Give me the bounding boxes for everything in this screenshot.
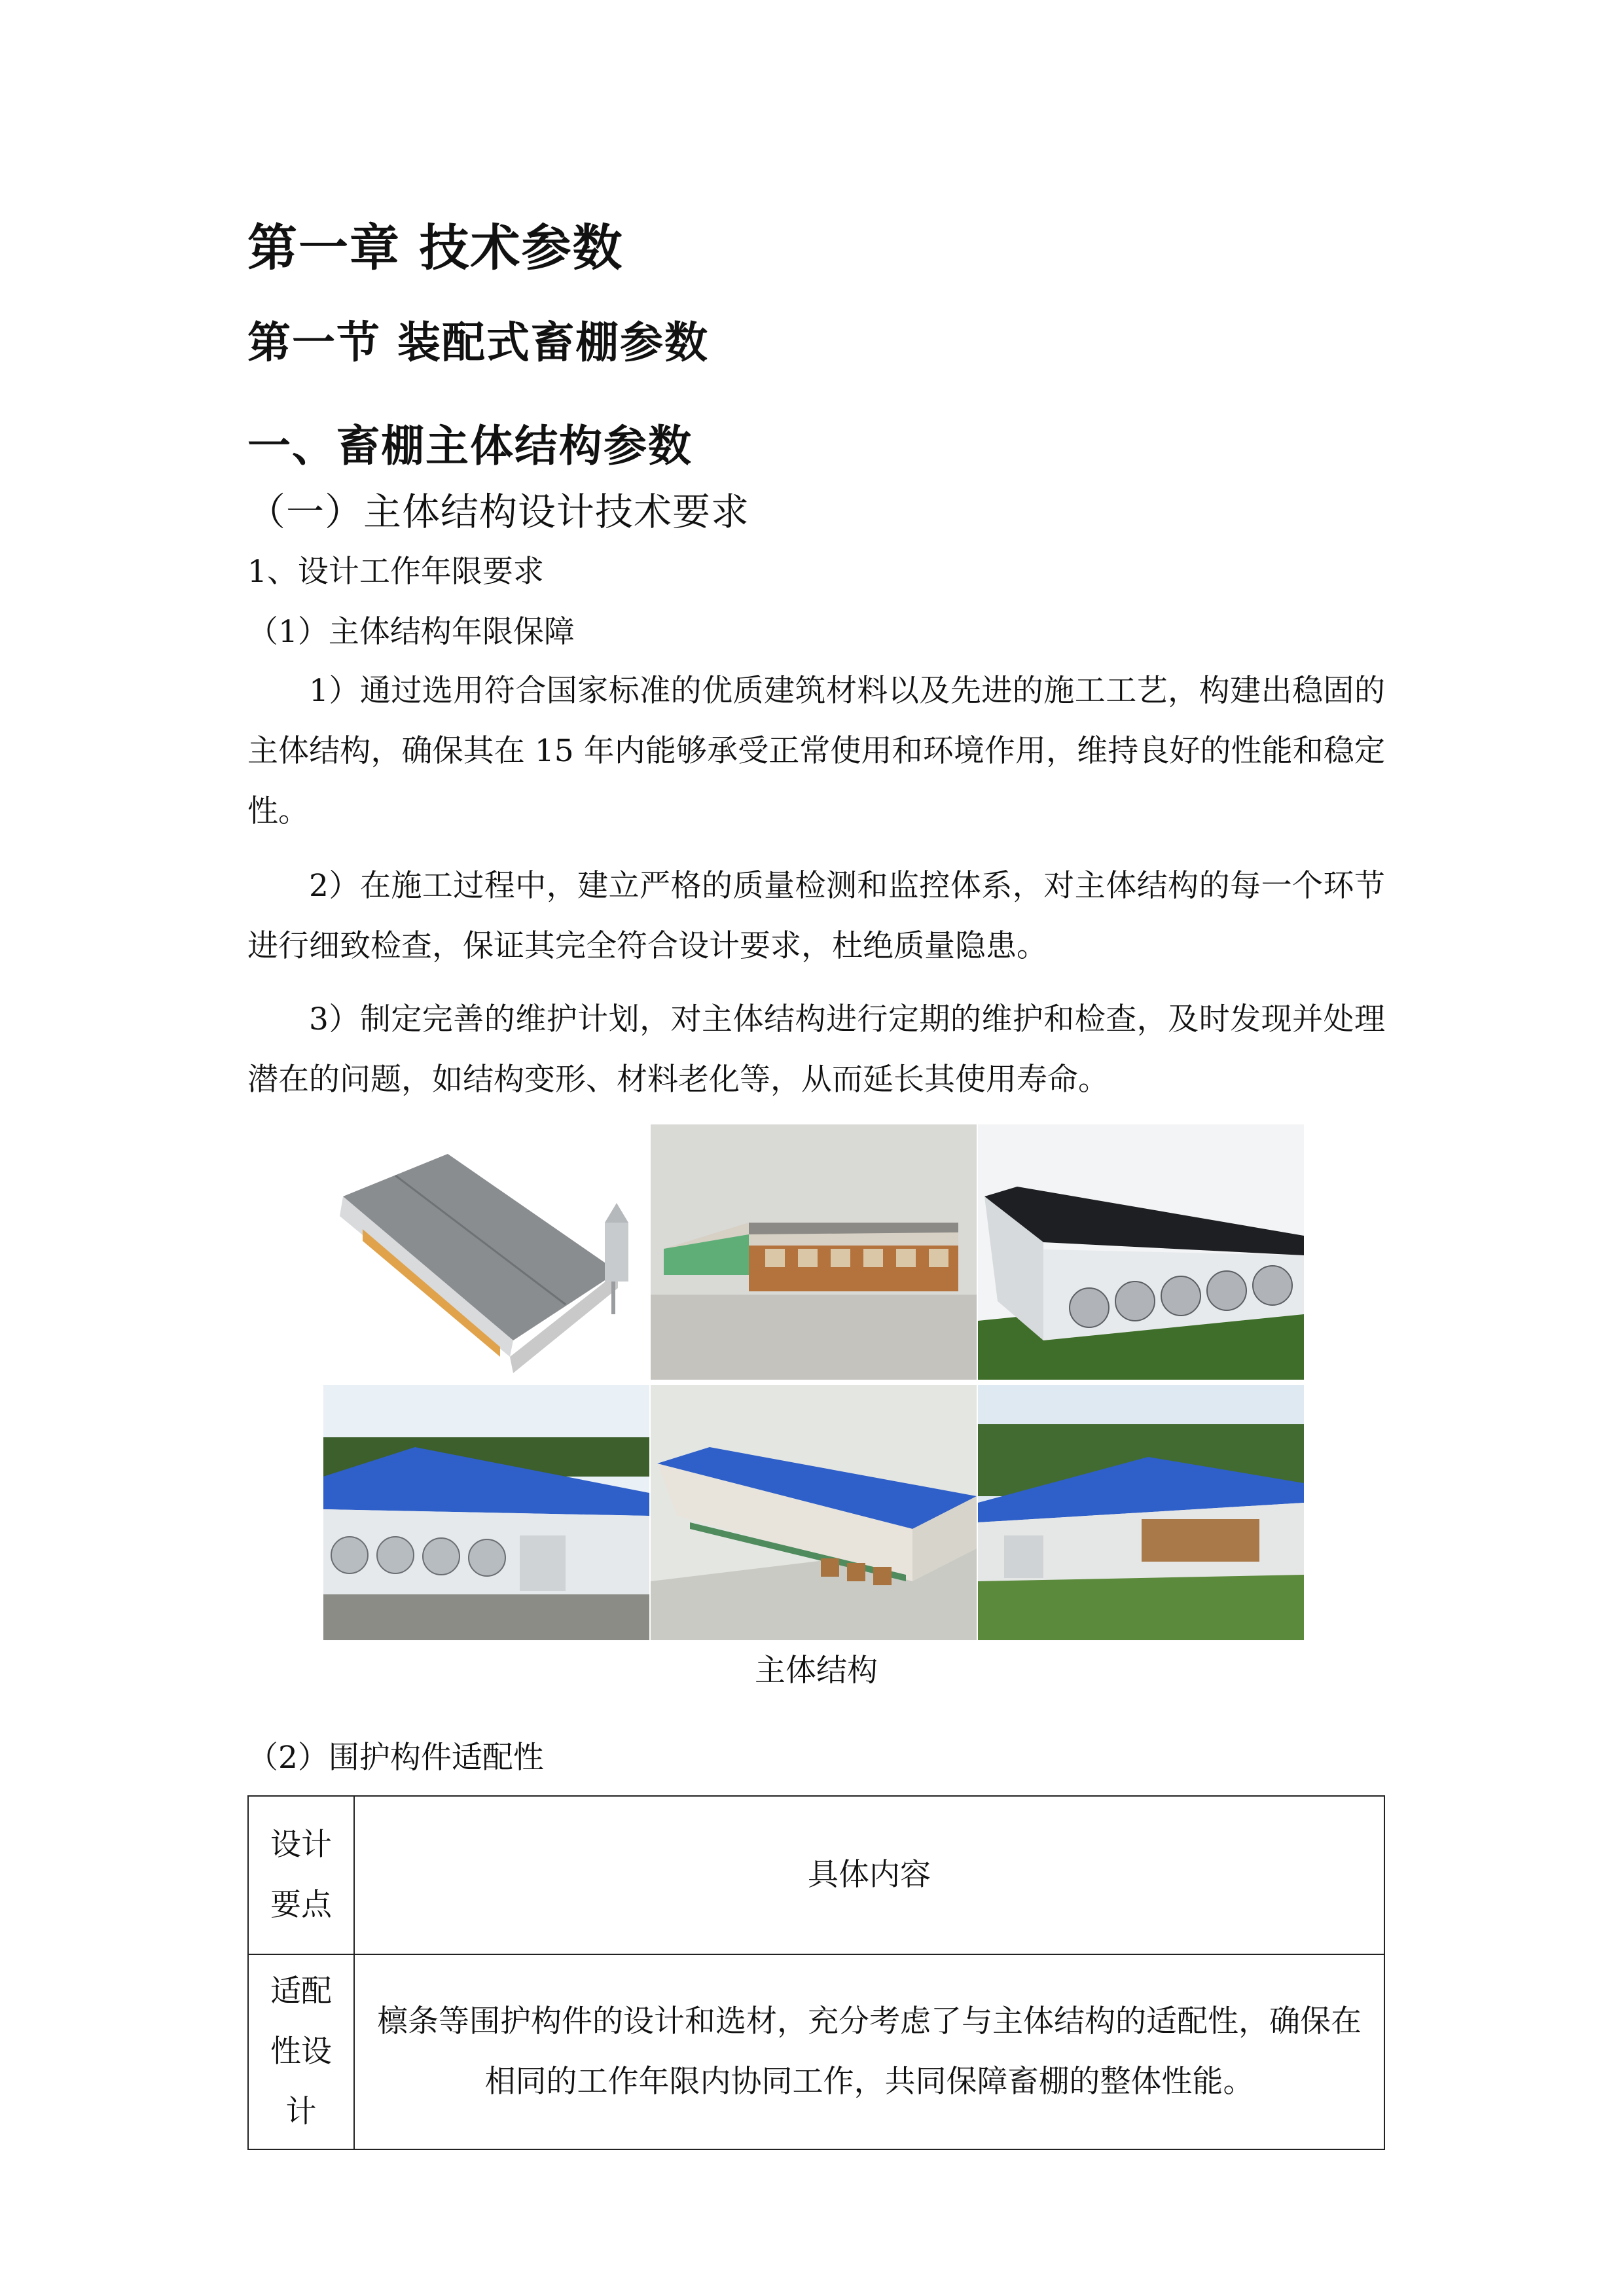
barn-blue-roof-side-render	[978, 1385, 1304, 1640]
paragraph-1: 1）通过选用符合国家标准的优质建筑材料以及先进的施工工艺，构建出稳固的主体结构，确保其在 15 年内能够承受正常使用和环境作用，维持良好的性能和稳定性。	[247, 673, 1385, 829]
paragraph-3: 3）制定完善的维护计划，对主体结构进行定期的维护和检查，及时发现并处理潜在的问题，如结构变形、材料老化等，从而延长其使用寿命。	[247, 1001, 1385, 1098]
subitem-title-1: （1）主体结构年限保障	[247, 614, 575, 650]
table-cell: 适配性设计	[248, 1954, 354, 2149]
table-cell: 檩条等围护构件的设计和选材，充分考虑了与主体结构的适配性，确保在相同的工作年限内协同工作，共同保障畜棚的整体性能。	[354, 1954, 1384, 2149]
chapter-title: 第一章 技术参数	[247, 219, 624, 277]
barn-cooling-pads-render	[651, 1124, 977, 1380]
barn-exhaust-fans-render	[978, 1124, 1304, 1380]
table-header-cell: 具体内容	[354, 1796, 1384, 1954]
barn-blue-roof-fans-render	[323, 1385, 649, 1640]
item-title: 1、设计工作年限要求	[247, 554, 544, 590]
barn-silo-render	[323, 1124, 649, 1380]
table-header-cell: 设计要点	[248, 1796, 354, 1954]
barn-blue-roof-perspective-render	[651, 1385, 977, 1640]
main-structure-figure	[323, 1124, 1305, 1641]
figure-caption: 主体结构	[755, 1653, 878, 1689]
subpart-title: （一）主体结构设计技术要求	[247, 490, 750, 534]
part-title: 一、畜棚主体结构参数	[247, 420, 693, 471]
table-row	[248, 1954, 1384, 2149]
subitem-title-2: （2）围护构件适配性	[247, 1740, 544, 1776]
table-header-row	[248, 1796, 1384, 1954]
section-title: 第一节 装配式畜棚参数	[247, 317, 709, 368]
paragraph-2: 2）在施工过程中，建立严格的质量检测和监控体系，对主体结构的每一个环节进行细致检查，保证其完全符合设计要求，杜绝质量隐患。	[247, 868, 1385, 964]
spec-table	[247, 1795, 1385, 2150]
